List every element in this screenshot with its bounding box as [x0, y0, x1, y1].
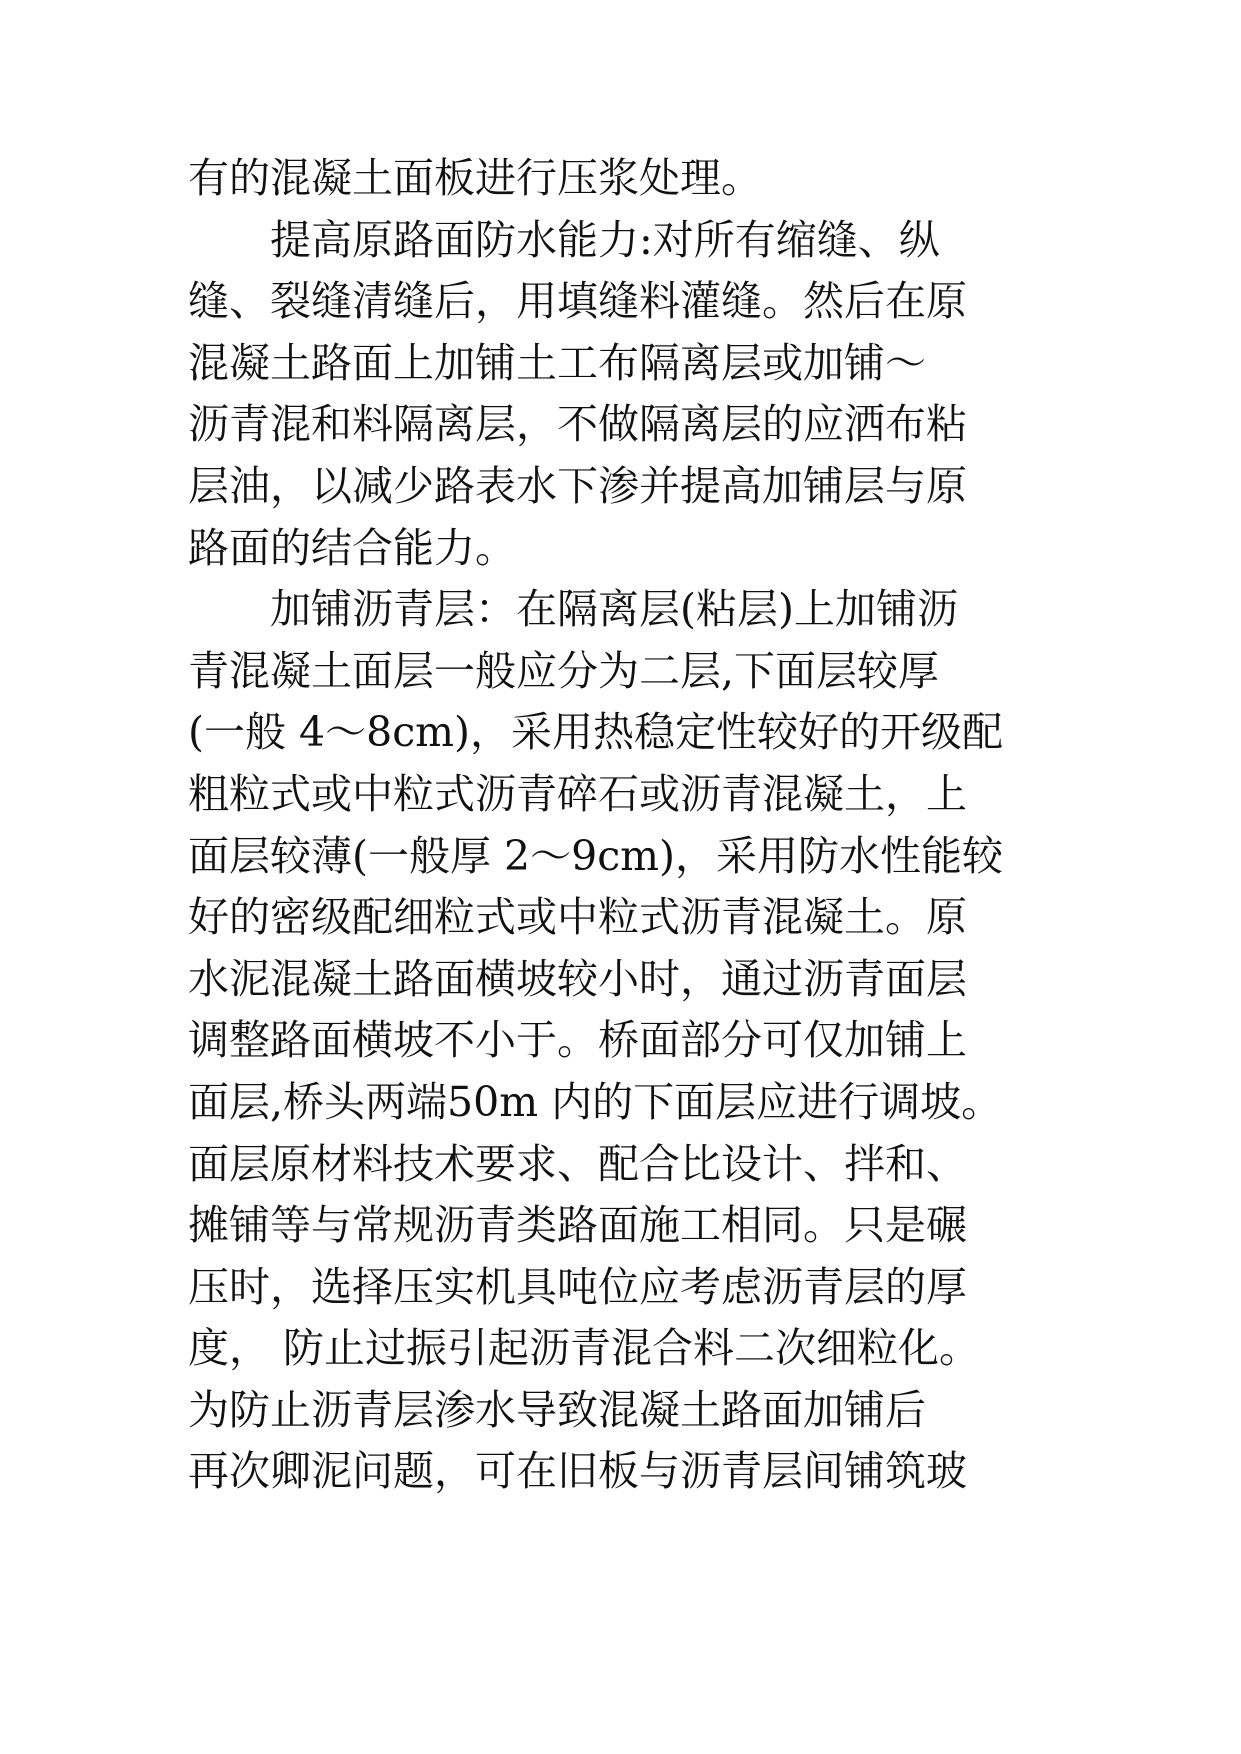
text-line: 层油，以减少路表水下渗并提高加铺层与原: [188, 461, 967, 510]
text-line: 沥青混和料隔离层，不做隔离层的应洒布粘: [188, 400, 967, 449]
text-line: 水泥混凝土路面横坡较小时，通过沥青面层: [188, 954, 967, 1003]
text-line: (一般 4～8cm)，采用热稳定性较好的开级配: [188, 708, 1004, 757]
text-line: 面层,桥头两端50m 内的下面层应进行调坡。: [188, 1077, 1003, 1126]
text-line: 摊铺等与常规沥青类路面施工相同。只是碾: [188, 1201, 967, 1250]
text-line: 路面的结合能力。: [188, 523, 516, 572]
body-text: [188, 148, 1088, 1503]
text-line: 青混凝土面层一般应分为二层,下面层较厚: [188, 646, 940, 695]
text-line: 面层较薄(一般厚 2～9cm)，采用防水性能较: [188, 831, 1004, 880]
text-line: 好的密级配细粒式或中粒式沥青混凝土。原: [188, 893, 967, 942]
text-line: 再次卿泥问题，可在旧板与沥青层间铺筑玻: [188, 1447, 967, 1496]
text-line: 提高原路面防水能力:对所有缩缝、纵: [188, 215, 940, 264]
text-line: 缝、裂缝清缝后，用填缝料灌缝。然后在原: [188, 277, 967, 326]
text-line: 为防止沥青层渗水导致混凝土路面加铺后: [188, 1385, 926, 1434]
text-line: 有的混凝土面板进行压浆处理。: [188, 154, 762, 202]
text-line: 加铺沥青层：在隔离层(粘层)上加铺沥: [188, 585, 958, 634]
text-line: 度， 防止过振引起沥青混合料二次细粒化。: [188, 1324, 981, 1373]
text-line: 压时，选择压实机具吨位应考虑沥青层的厚: [188, 1262, 967, 1311]
text-line: 粗粒式或中粒式沥青碎石或沥青混凝土，上: [188, 769, 967, 818]
text-line: 面层原材料技术要求、配合比设计、拌和、: [188, 1139, 967, 1188]
text-line: 混凝土路面上加铺土工布隔离层或加铺～: [188, 338, 926, 387]
text-line: 调整路面横坡不小于。桥面部分可仅加铺上: [188, 1016, 967, 1065]
